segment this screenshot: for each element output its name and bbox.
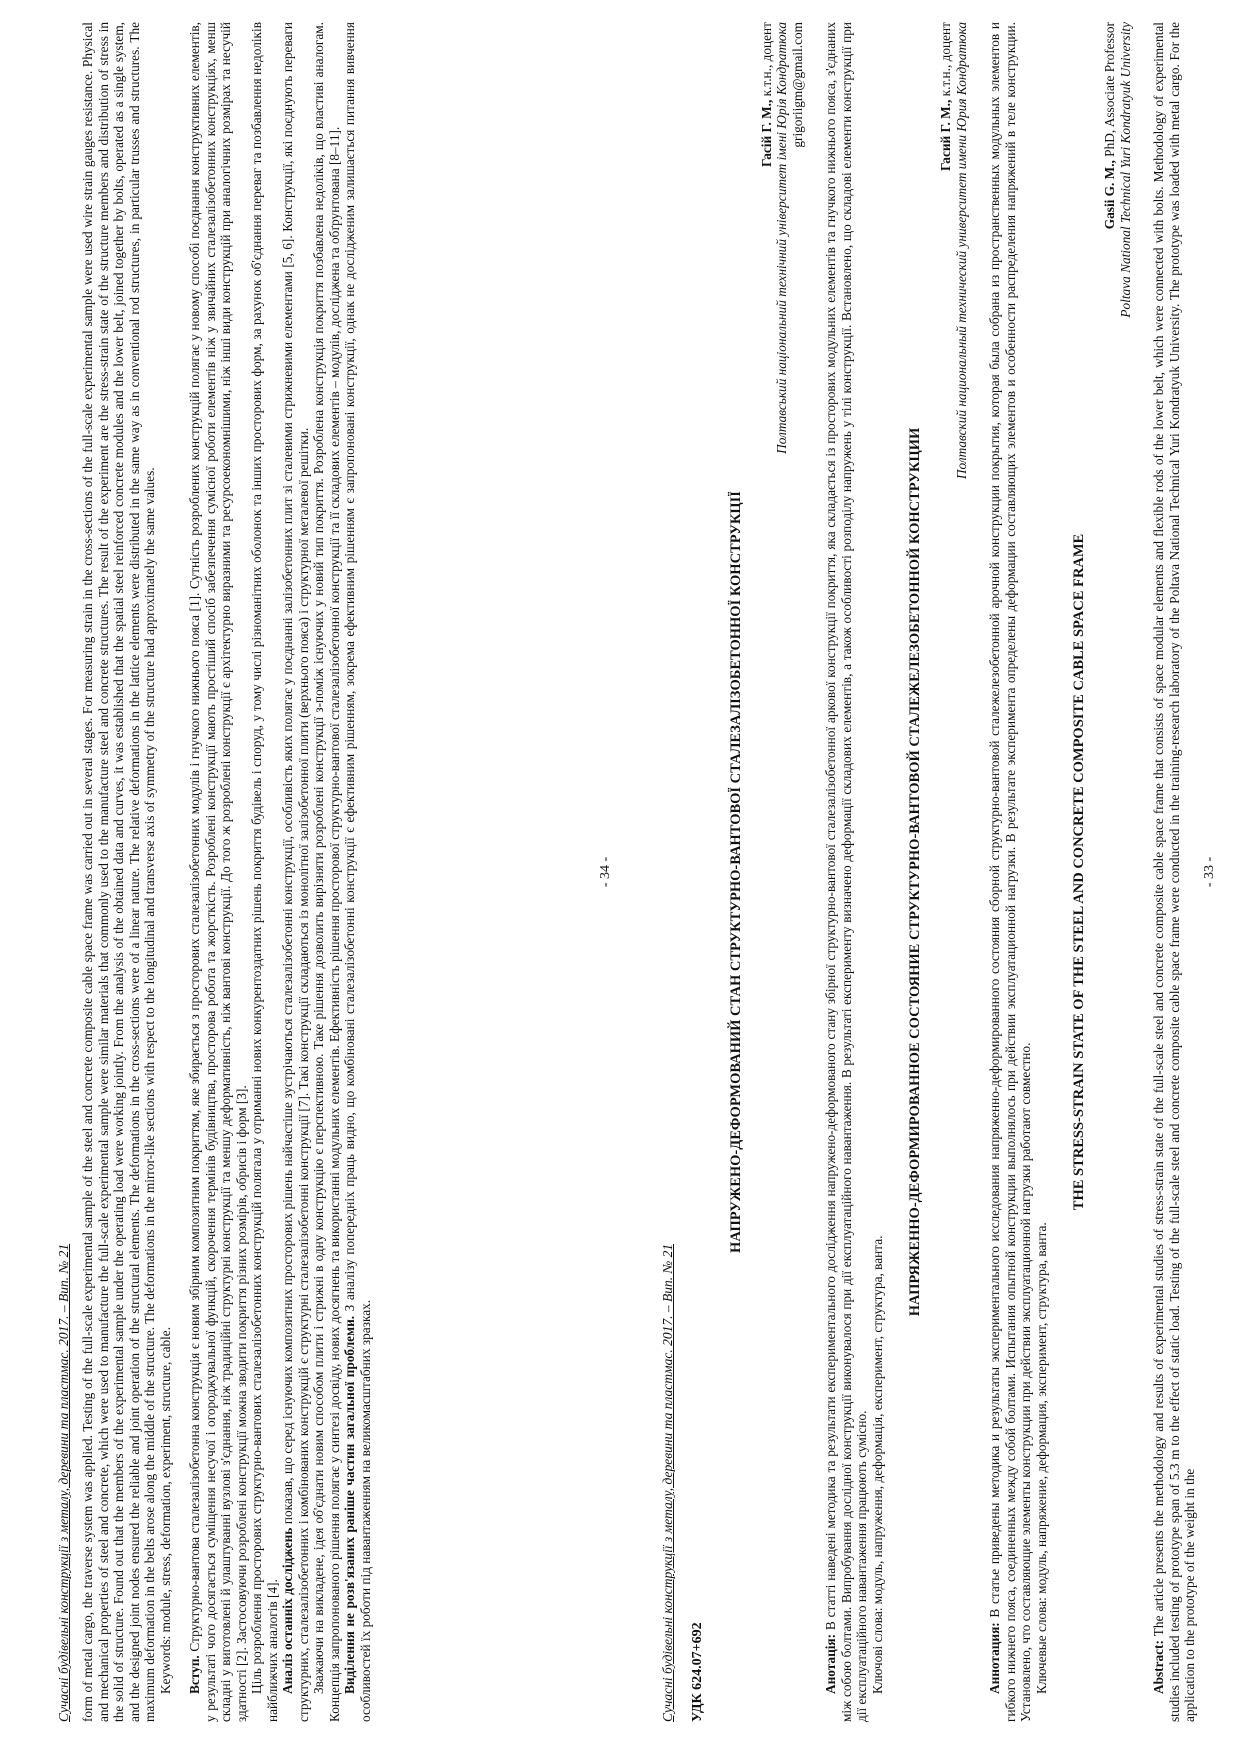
abstract-text: В статті наведені методика та результати експериментального дослідження напружено-деформованого стану збірної структурно-вантової сталезалізобетонної аркової конструкції покриття, яка складається із просторових модульних елементів та гнучкого нижнього пояса, з'єднаних між собою болтами. Випробування дослідної конструкції виконувалося при дії експлуатаційного навантаження. В результаті експерименту визначено деформації складових елементів, а також особливості розподілу напружень у тілі конструкції. Встановлено, що складові елементи конструкції при дії експлуатаційного навантаження працюють сумісно. [823, 22, 869, 1722]
page-34 [56, 22, 620, 1722]
abstract-label: Анотація: [823, 1633, 838, 1694]
author-degree: к.т.н., доцент [758, 22, 774, 100]
abstract-text: The article presents the methodology and results of experimental studies of stress-strain state of the full-scale steel and concrete composite cable space frame that consists of space modular elements and flexible rods of the lower belt, which were connected with bolts. Methodology of experimental studies included testing of prototype span of 5.3 m to the effect of static load. Testing of the full-scale steel and concrete composite cable space frame were conducted in the training-research laboratory of the Poltava National Technical Yuri Kondratyuk University. The prototype was loaded with metal cargo. For the application to the prototype of the weight in the [1151, 22, 1197, 1722]
author-name: Гасий Г. М., [938, 99, 953, 171]
author-ru [938, 22, 954, 1722]
keywords-ru: Ключевые слова: модуль, напряжение, деформация, эксперимент, структура, ванта. [1033, 1222, 1049, 1694]
page-number: - 33 - [1202, 856, 1217, 888]
author-degree: к.т.н., доцент [938, 22, 953, 100]
author-email: grigoriigm@gmail.com [789, 22, 805, 148]
keywords-ua: Ключові слова: модуль, напруження, деформація, експеримент, структура, ванта. [869, 1235, 885, 1694]
affiliation-ru: Полтавский национальный технический университет имени Юрия Кондратюка [953, 22, 969, 480]
page-body [684, 22, 1197, 1722]
running-head: Сучасні будівельні конструкції з металу, деревини та пластмас. 2017. – Вип. № 21 [660, 1243, 675, 1722]
abstract-ru [987, 22, 1034, 1722]
intro-text: Структурно-вантова сталезалізобетонна конструкція є новим збірним композитним покриттям, яке збирається з просторових сталезалізобетонних модулів і гнучкого нижнього пояса [1]. Сутність розроблених конструкцій полягає у новому способі поєднання конструктивних елементів, у результаті чого досягається суміщення несучої і огороджувальної функцій, скорочення термінів будівництва, просторова робота та жорсткість. Розроблені конструкції мають простіший спосіб забезпечення сумісної роботи елементів ніж у звичайних сталезалізобетонних конструкціях, менш складні у виготовлені й улаштуванні вузлові з'єднання, ніж традиційні структурні конструкції та меншу деформативність, ніж вантові конструкції. До того ж розроблені конструкції є архітектурно виразними та ресурсоекономнішими, ніж інші види конструкцій при аналогічних розмірах та несучій здатності [2]. Застосовуючи розроблені конструкції можна зводити покриття різних розмірів, обрисів і форм [3]. [187, 21, 249, 1722]
title-en: THE STRESS-STRAIN STATE OF THE STEEL AND CONCRETE COMPOSITE CABLE SPACE FRAME [1071, 533, 1087, 1211]
author-degree: PhD, Associate Professor [1102, 22, 1117, 161]
author-name: Gasii G. M., [1102, 160, 1117, 230]
udc-code: УДК 624.07+692 [690, 1622, 705, 1722]
page-33 [660, 22, 1224, 1722]
new-idea-paragraph: Зважаючи на викладене, ідея об'єднати новим способом плити і стрижні в одну конструкцію є перспективною. Таке рішення дозволить вирізняти розроблені конструкції з-поміж існуючих у новий тип покриття. Розроблена конструкція покриття позбавлена недоліків, що властиві аналогам. Концепція запропонованого рішення полягає у синтезі досвіду, нових досягнень та використанні модульних елементів. Ефективність рішення просторової структурно-вантової сталезалізобетонної конструкції та її складових елементів – модулів, досліджена та обґрунтована [8–11]. [311, 22, 342, 1722]
affiliation-ua: Полтавський національний технічний університет імені Юрія Кондратюка [774, 22, 789, 454]
intro-paragraph [187, 22, 249, 1722]
purpose-paragraph: Ціль розроблення просторових структурно-вантових сталезалізобетонних конструкцій полягала у отриманні нових конкурентоздатних рішень покриття будівель і споруд, у тому числі різноманітних оболонок та інших просторових форм, за рахунок об'єднання переваг та позбавлення недоліків найближчих аналогів [4]. [249, 22, 280, 1722]
author-ua [759, 22, 775, 1722]
page-body [80, 22, 570, 1722]
title-ua: НАПРУЖЕНО-ДЕФОРМОВАНИЙ СТАН СТРУКТУРНО-ВАНТОВОЇ СТАЛЕЗАЛІЗОБЕТОННОЇ КОНСТРУКЦІЇ [727, 491, 744, 1253]
abstract-continuation: form of metal cargo, the traverse system was applied. Testing of the full-scale experimental sample of the steel and concrete composite cable space frame was carried out in several stages. For measuring strain in the cross-sections of the full-scale experimental sample were used wire strain gauges resistance. Physical and mechanical properties of steel and concrete, which were used to manufacture the full-scale experimental sample were similar materials that commonly used to the manufacture steel and concrete structures. The result of the experiment are the stress-strain state of the structure members and distribution of stress in the solid of structure. Found out that the members of the experimental sample under the operating load were working jointly. From the analysis of the obtained data and curves, it was established that the spatial steel reinforced concrete modules and the lower belt, joined together by bolts, operated as a single system, and the designed joint nodes ensured the reliable and joint operation of the structural elements. The deformations in the cross-sections were of a linear nature. The relative deformations in the lattice elements were distributed in the same way as in conventional rod structures, in particular trusses and structures. The maximum deformation in the belts arose along the middle of the structure. The deformations in the mirror-like sections with respect to the longitudinal and transverse axis of symmetry of the structure had approximately the same values. [80, 22, 157, 1722]
abstract-label: Аннотация: [987, 1622, 1002, 1694]
keywords-en: Keywords: module, stress, deformation, experiment, structure, cable. [157, 1326, 173, 1694]
affiliation-en: Poltava National Technical Yuri Kondratyuk University [1117, 22, 1133, 318]
running-head: Сучасні будівельні конструкції з металу, деревини та пластмас. 2017. – Вип. № 21 [56, 1243, 71, 1722]
author-name: Гасій Г. М., [758, 99, 774, 168]
unresolved-text: З аналізу попередніх праць видно, що комбіновані сталезалізобетонні конструкції є ефективним рішенням, зокрема ефективним рішенням є запропоновані конструкції, однак не дослідженим залишається питання вивчення особливостей їх роботи під навантаженням на великомасштабних зразках. [342, 21, 373, 1722]
abstract-label: Abstract: [1151, 1640, 1166, 1694]
unresolved-paragraph [342, 22, 373, 1722]
abstract-ua [823, 22, 870, 1722]
page-number: - 34 - [598, 856, 613, 888]
abstract-text: В статье приведены методика и результаты экспериментального исследования напряженно-деформированного состояния сборной структурно-вантовой сталежелезобетонной арочной конструкции покрытия, которая была собрана из пространственных модульных элементов и гибкого нижнего пояса, соединенных между собой болтами. Испытания опытной конструкции выполнялось при действии эксплуатационной нагрузки. В результате эксперимента определены деформации составляющих элементов и особенности распределения напряжений в теле конструкции. Установлено, что составляющие элементы конструкции при действии эксплуатационной нагрузки работают совместно. [987, 22, 1033, 1722]
analysis-label: Аналіз останніх досліджень [280, 1527, 295, 1694]
analysis-paragraph [280, 22, 311, 1722]
analysis-text: показав, що серед існуючих композитних просторових рішень найчастіше зустрічаються сталезалізобетонні конструкції, особливість яких полягає у поєднанні залізобетонних плит зі сталевими стрижневими елементами [5, 6]. Конструкції, які поєднують переваги структурних, сталезалізобетонних і комбінованих конструкцій є структурні сталезалізобетонні конструкції [7]. Такі конструкції складаються із монолітної залізобетонної плити (верхнього пояса) і структурної металевої решітки. [280, 21, 311, 1722]
unresolved-label: Виділення не розв'язаних раніше частин загальної проблеми. [342, 1315, 357, 1694]
title-ru: НАПРЯЖЕННО-ДЕФОРМИРОВАННОЕ СОСТОЯНИЕ СТРУКТУРНО-ВАНТОВОЙ СТАЛЕЖЕЛЕЗОБЕТОННОЙ КОНСТРУКЦИИ [907, 427, 923, 1317]
author-en [1102, 22, 1118, 1722]
abstract-en [1151, 22, 1198, 1722]
intro-label: Вступ. [187, 1655, 202, 1694]
